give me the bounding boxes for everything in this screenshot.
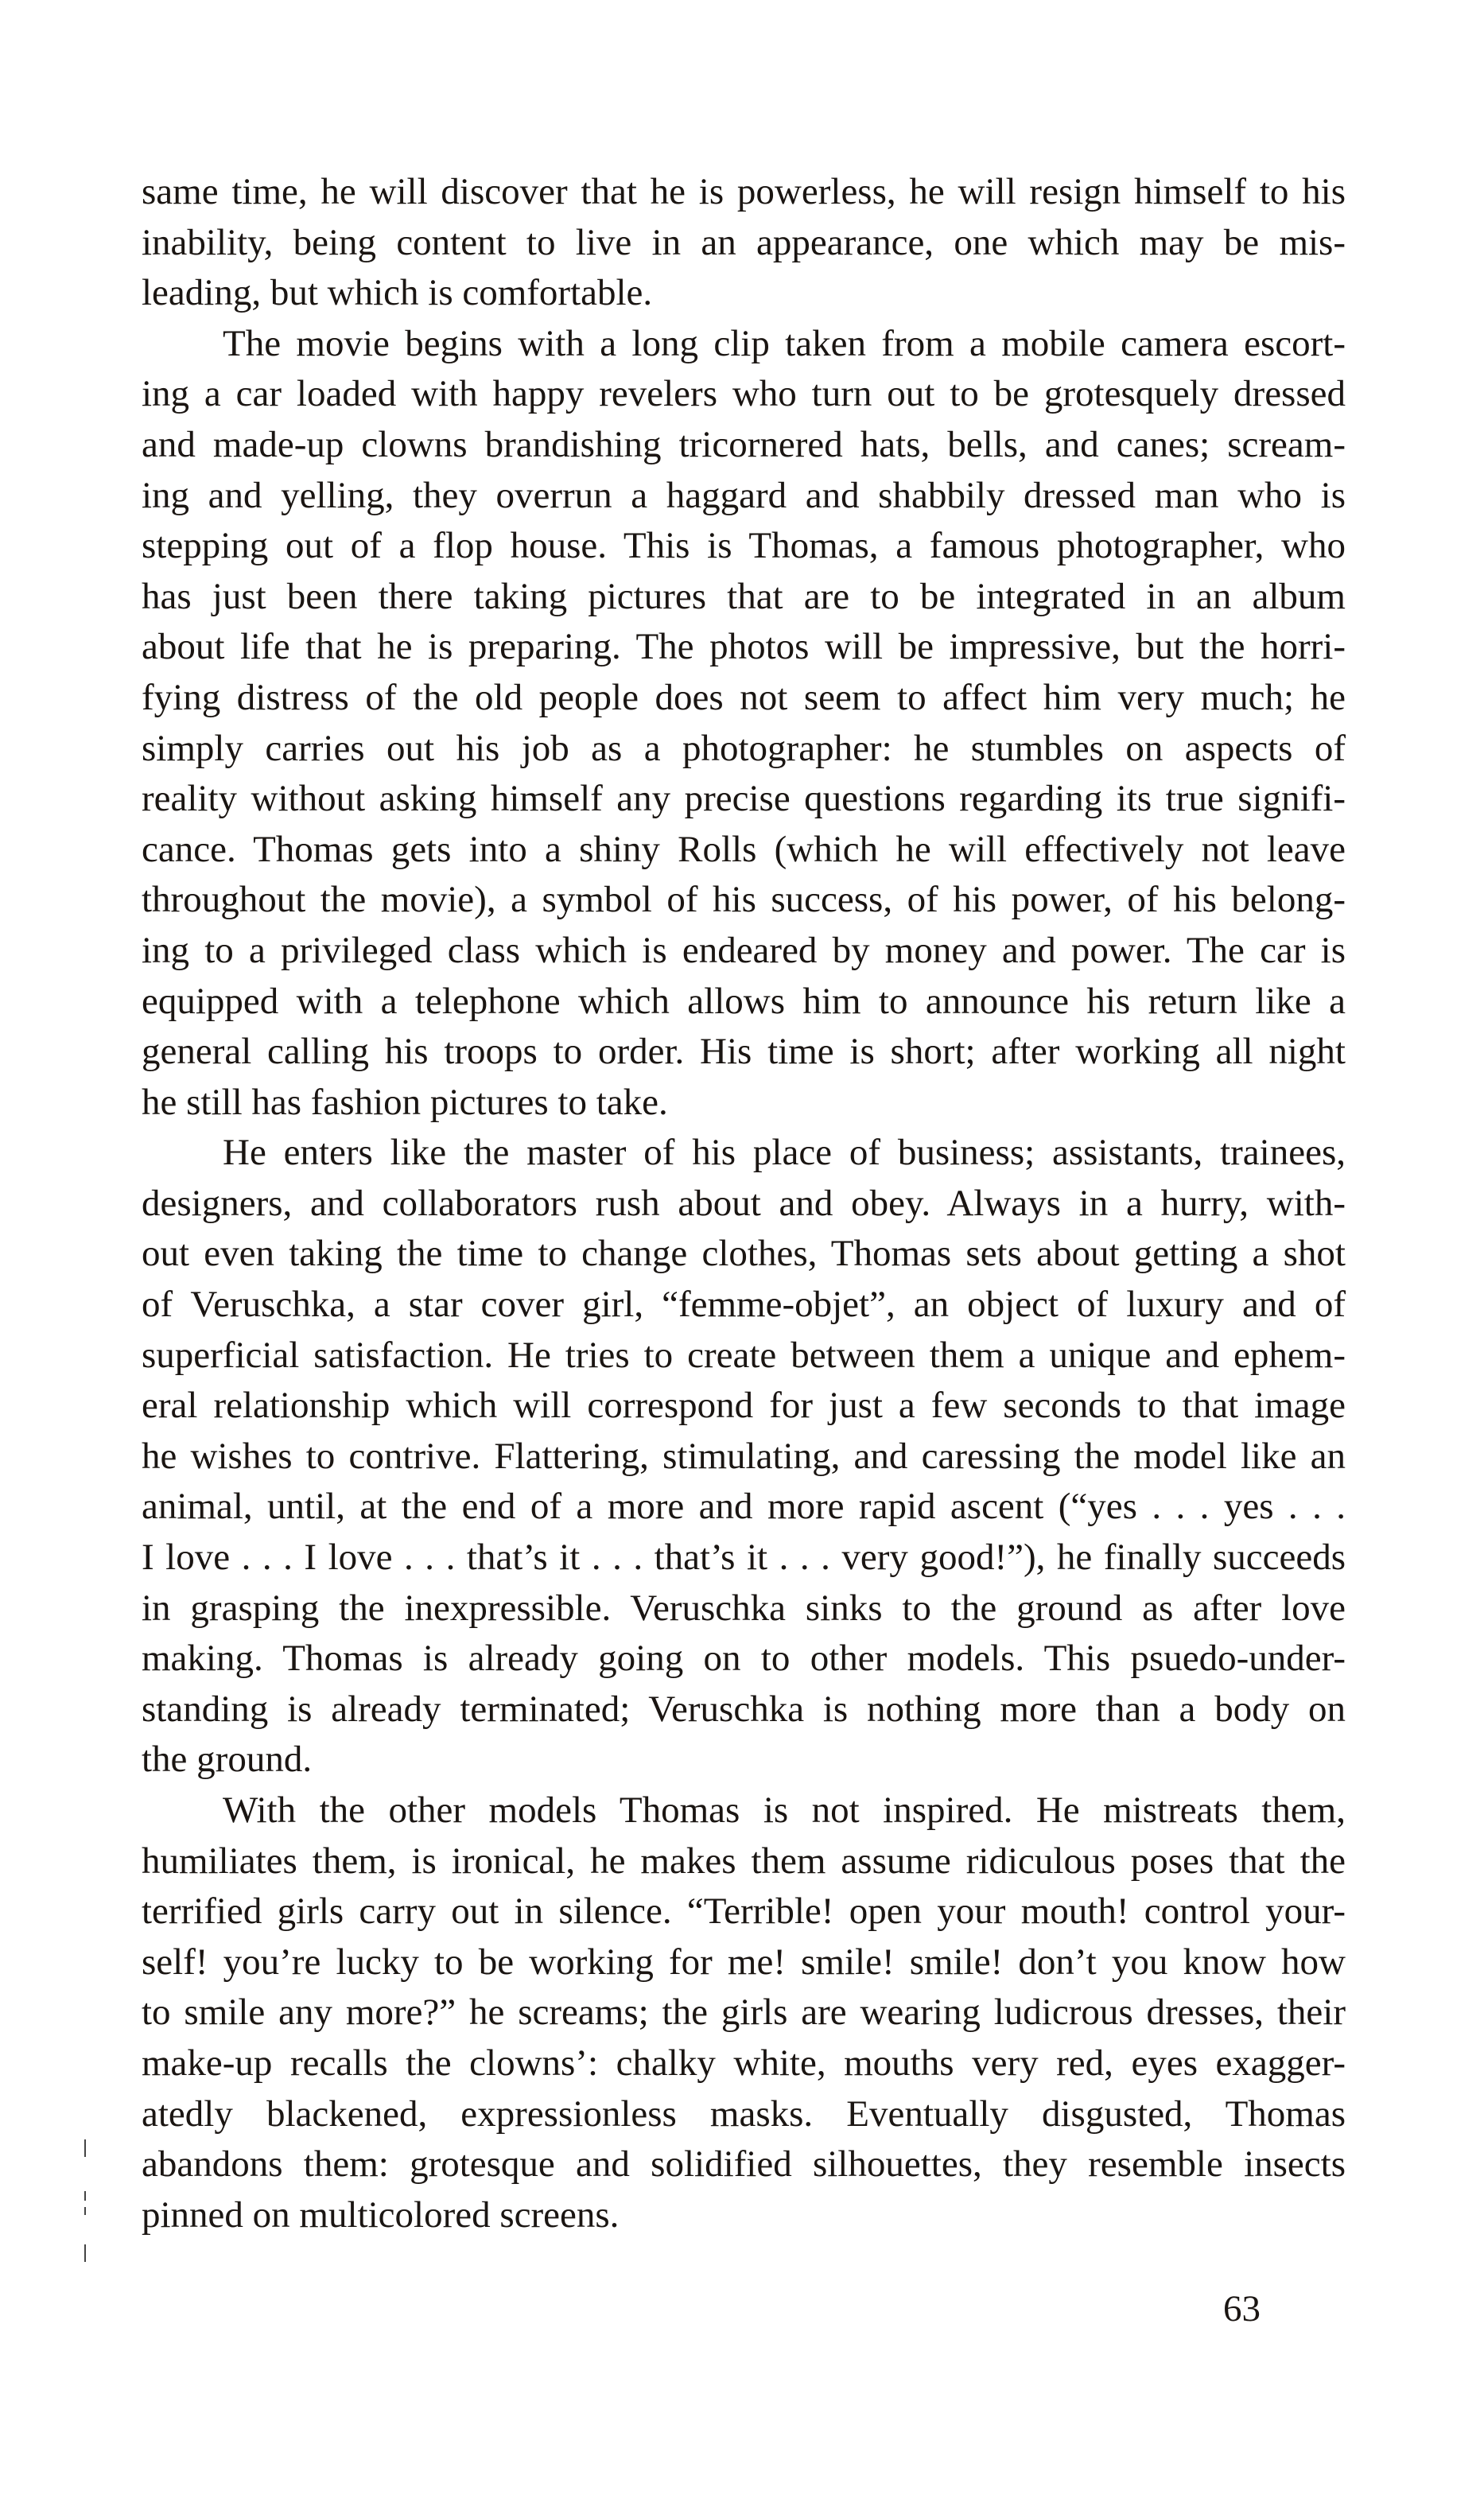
- text-line: simply carries out his job as a photographer: he stumbles on aspects of: [142, 727, 1346, 769]
- text-line: stepping out of a flop house. This is Thomas, a famous photographer, who: [142, 525, 1346, 567]
- text-line: He enters like the master of his place of business; assistants, trainees,: [223, 1132, 1346, 1174]
- text-line: out even taking the time to change clothes, Thomas sets about getting a shot: [142, 1233, 1346, 1275]
- text-line: in grasping the inexpressible. Veruschka sinks to the ground as after love: [142, 1587, 1346, 1629]
- text-line: he still has fashion pictures to take.: [142, 1081, 668, 1123]
- text-line: ing to a privileged class which is endeared by money and power. The car is: [142, 929, 1346, 971]
- page-number: 63: [1223, 2288, 1261, 2330]
- text-line: make-up recalls the clowns’: chalky white, mouths very red, eyes exagger-: [142, 2042, 1346, 2084]
- text-line: he wishes to contrive. Flattering, stimulating, and caressing the model like an: [142, 1435, 1346, 1477]
- text-line: animal, until, at the end of a more and more rapid ascent (“yes . . . yes . . .: [142, 1486, 1346, 1528]
- paragraph: [142, 1786, 1346, 2240]
- text-line: self! you’re lucky to be working for me! smile! smile! don’t you know how: [142, 1941, 1346, 1983]
- text-line: standing is already terminated; Veruschka is nothing more than a body on: [142, 1688, 1346, 1730]
- paragraph: [142, 319, 1346, 1129]
- text-line: and made-up clowns brandishing tricornered hats, bells, and canes; scream-: [142, 423, 1346, 465]
- margin-scan-mark: [84, 2207, 86, 2215]
- margin-scan-mark: [84, 2244, 86, 2262]
- text-line: leading, but which is comfortable.: [142, 272, 653, 314]
- text-line: terrified girls carry out in silence. “Terrible! open your mouth! control your-: [142, 1890, 1346, 1933]
- text-line: The movie begins with a long clip taken from a mobile camera escort-: [223, 322, 1346, 364]
- text-line: fying distress of the old people does not seem to affect him very much; he: [142, 676, 1346, 718]
- text-line: to smile any more?” he screams; the girls are wearing ludicrous dresses, their: [142, 1991, 1346, 2034]
- paragraph: [142, 1128, 1346, 1786]
- margin-scan-mark: [84, 2139, 86, 2157]
- text-line: the ground.: [142, 1739, 313, 1781]
- text-line: ing a car loaded with happy revelers who turn out to be grotesquely dressed: [142, 373, 1346, 415]
- text-line: eral relationship which will correspond for just a few seconds to that image: [142, 1385, 1346, 1427]
- body-text: [142, 167, 1346, 2240]
- text-line: inability, being content to live in an appearance, one which may be mis-: [142, 221, 1346, 263]
- text-line: same time, he will discover that he is powerless, he will resign himself to his: [142, 171, 1346, 212]
- text-line: With the other models Thomas is not inspired. He mistreats them,: [223, 1789, 1346, 1831]
- paragraph: [142, 167, 1346, 319]
- text-line: I love . . . I love . . . that’s it . . . that’s it . . . very good!”), he finally succeeds: [142, 1537, 1346, 1579]
- text-line: general calling his troops to order. His time is short; after working all night: [142, 1031, 1346, 1073]
- text-line: humiliates them, is ironical, he makes them assume ridiculous poses that the: [142, 1840, 1346, 1882]
- text-line: superficial satisfaction. He tries to create between them a unique and ephem-: [142, 1334, 1346, 1376]
- text-line: designers, and collaborators rush about and obey. Always in a hurry, with-: [142, 1182, 1346, 1224]
- text-line: of Veruschka, a star cover girl, “femme-objet”, an object of luxury and of: [142, 1284, 1346, 1326]
- text-line: cance. Thomas gets into a shiny Rolls (which he will effectively not leave: [142, 828, 1346, 870]
- text-line: abandons them: grotesque and solidified silhouettes, they resemble insects: [142, 2143, 1346, 2186]
- text-line: throughout the movie), a symbol of his success, of his power, of his belong-: [142, 879, 1346, 921]
- text-line: making. Thomas is already going on to other models. This psuedo-under-: [142, 1638, 1346, 1680]
- text-line: pinned on multicolored screens.: [142, 2194, 620, 2236]
- text-line: ing and yelling, they overrun a haggard and shabbily dressed man who is: [142, 474, 1346, 516]
- text-line: reality without asking himself any precise questions regarding its true signifi-: [142, 778, 1346, 820]
- text-line: atedly blackened, expressionless masks. Eventually disgusted, Thomas: [142, 2093, 1346, 2135]
- margin-scan-mark: [84, 2191, 86, 2201]
- text-line: has just been there taking pictures that are to be integrated in an album: [142, 575, 1346, 617]
- text-line: about life that he is preparing. The photos will be impressive, but the horri-: [142, 626, 1346, 668]
- text-line: equipped with a telephone which allows him to announce his return like a: [142, 980, 1346, 1022]
